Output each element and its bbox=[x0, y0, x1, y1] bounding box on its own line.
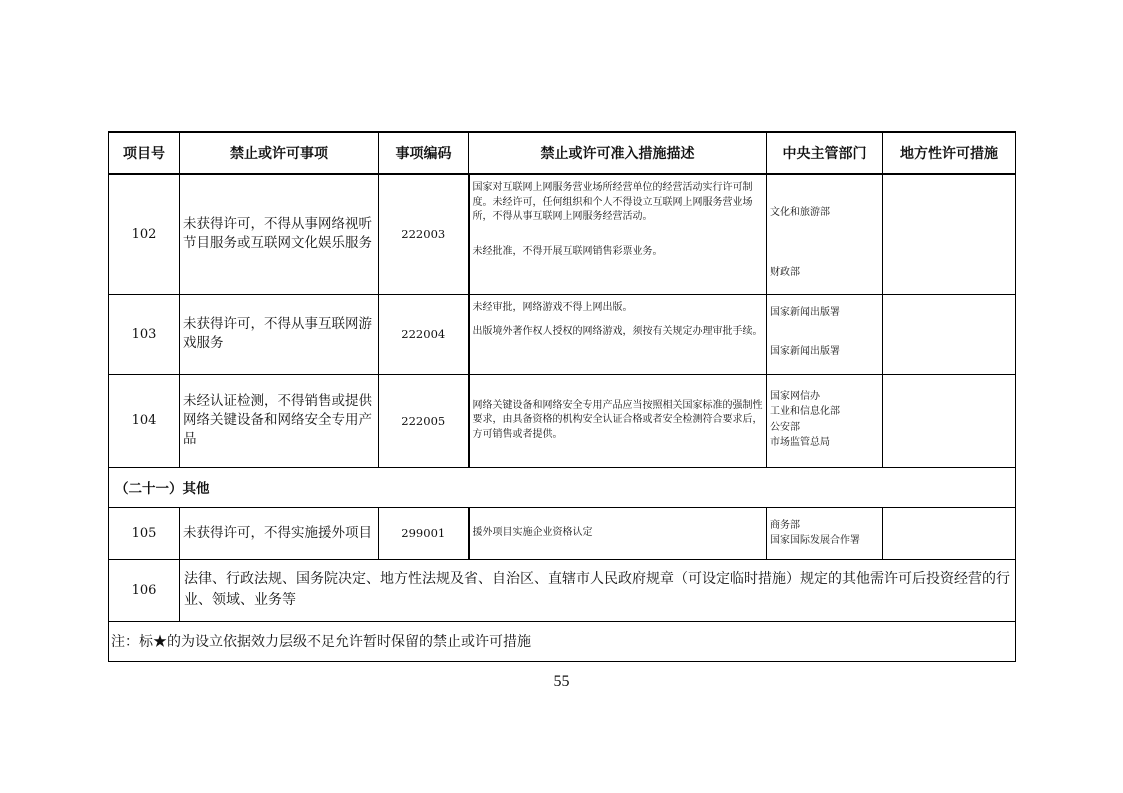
description-paragraph: 出版境外著作权人授权的网络游戏，须按有关规定办理审批手续。 bbox=[472, 326, 763, 337]
description-paragraph: 网络关键设备和网络安全专用产品应当按照相关国家标准的强制性要求，由具备资格的机构安全认证合格或者安全检测符合要求后，方可销售或者提供。 bbox=[472, 399, 763, 440]
item-name: 未获得许可，不得实施援外项目 bbox=[180, 507, 379, 559]
section-row bbox=[109, 467, 1016, 507]
department: 国家国际发展合作署 bbox=[770, 535, 860, 546]
section-title: （二十一）其他 bbox=[109, 467, 1016, 507]
description-paragraph: 未经批准，不得开展互联网销售彩票业务。 bbox=[472, 245, 663, 257]
item-name: 法律、行政法规、国务院决定、地方性法规及省、自治区、直辖市人民政府规章（可设定临时措施）规定的其他需许可后投资经营的行业、领域、业务等 bbox=[180, 559, 1016, 621]
item-description bbox=[469, 294, 767, 374]
local-measure bbox=[883, 507, 1016, 559]
item-code: 222005 bbox=[379, 374, 469, 467]
local-measure bbox=[883, 174, 1016, 294]
description-paragraph: 未经审批，网络游戏不得上网出版。 bbox=[472, 301, 633, 313]
item-number: 102 bbox=[109, 174, 180, 294]
table-note: 注：标★的为设立依据效力层级不足允许暂时保留的禁止或许可措施 bbox=[109, 621, 1016, 661]
header-description: 禁止或许可准入措施描述 bbox=[469, 132, 767, 174]
department: 公安部 bbox=[770, 421, 800, 433]
department: 市场监管总局 bbox=[770, 437, 830, 448]
item-name: 未经认证检测，不得销售或提供网络关键设备和网络安全专用产品 bbox=[180, 374, 379, 467]
market-access-table bbox=[108, 131, 1016, 662]
item-number: 106 bbox=[109, 559, 180, 621]
header-central-department: 中央主管部门 bbox=[767, 132, 883, 174]
item-name: 未获得许可，不得从事网络视听节目服务或互联网文化娱乐服务 bbox=[180, 174, 379, 294]
table-row bbox=[109, 294, 1016, 374]
item-name: 未获得许可，不得从事互联网游戏服务 bbox=[180, 294, 379, 374]
table-row bbox=[109, 507, 1016, 559]
table-header-row bbox=[109, 132, 1016, 174]
header-code: 事项编码 bbox=[379, 132, 469, 174]
department: 工业和信息化部 bbox=[770, 406, 840, 417]
item-departments bbox=[767, 507, 883, 559]
table-row bbox=[109, 374, 1016, 467]
local-measure bbox=[883, 294, 1016, 374]
item-description: 援外项目实施企业资格认定 bbox=[469, 507, 767, 559]
table-row bbox=[109, 559, 1016, 621]
note-row bbox=[109, 621, 1016, 661]
item-code: 222003 bbox=[379, 174, 469, 294]
department: 财政部 bbox=[770, 266, 800, 278]
page-number: 55 bbox=[553, 673, 570, 690]
header-item-number: 项目号 bbox=[109, 132, 180, 174]
header-item: 禁止或许可事项 bbox=[180, 132, 379, 174]
department: 文化和旅游部 bbox=[770, 207, 830, 218]
header-local-measures: 地方性许可措施 bbox=[883, 132, 1016, 174]
department: 国家网信办 bbox=[770, 390, 820, 402]
item-code: 299001 bbox=[379, 507, 469, 559]
item-code: 222004 bbox=[379, 294, 469, 374]
item-departments bbox=[767, 294, 883, 374]
department: 商务部 bbox=[770, 519, 800, 531]
department: 国家新闻出版署 bbox=[770, 346, 840, 357]
item-departments bbox=[767, 374, 883, 467]
item-description bbox=[469, 374, 767, 467]
item-number: 104 bbox=[109, 374, 180, 467]
table-row bbox=[109, 174, 1016, 294]
item-number: 103 bbox=[109, 294, 180, 374]
description-paragraph: 国家对互联网上网服务营业场所经营单位的经营活动实行许可制度。未经许可，任何组织和个人不得设立互联网上网服务营业场所，不得从事互联网上网服务经营活动。 bbox=[472, 182, 753, 222]
item-description bbox=[469, 174, 767, 294]
item-number: 105 bbox=[109, 507, 180, 559]
item-departments bbox=[767, 174, 883, 294]
department: 国家新闻出版署 bbox=[770, 306, 840, 318]
local-measure bbox=[883, 374, 1016, 467]
